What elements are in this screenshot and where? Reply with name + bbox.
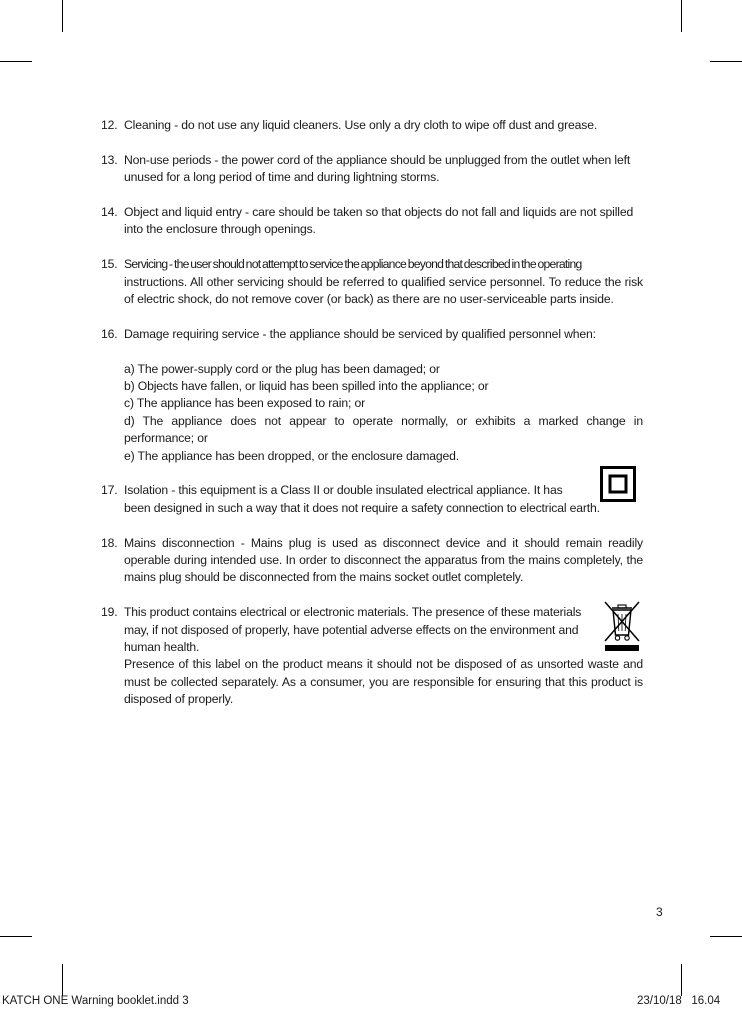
item-number: 15. xyxy=(101,257,118,272)
crop-mark-bottom-left-horizontal xyxy=(0,936,32,937)
class-ii-double-insulation-icon xyxy=(600,466,636,502)
crop-mark-bottom-right-horizontal xyxy=(710,936,742,937)
item-text-first-line: Servicing - the user should not attempt to service the appliance beyond that described in the operating xyxy=(124,257,582,272)
instruction-item-16 xyxy=(101,326,643,465)
sub-item-c: c) The appliance has been exposed to rain; or xyxy=(124,396,365,411)
item-text-first-line: Isolation - this equipment is a Class II or double insulated electrical appliance. It has xyxy=(124,483,563,498)
instruction-item-14 xyxy=(101,204,643,239)
item-text-line-1: This product contains electrical or electronic materials. The presence of these materials xyxy=(124,605,582,620)
footer-file-name: KATCH ONE Warning booklet.indd 3 xyxy=(2,995,189,1007)
safety-instructions xyxy=(101,117,643,726)
crop-mark-top-left-horizontal xyxy=(0,61,32,62)
sub-list xyxy=(124,361,643,465)
item-text-line-2: may, if not disposed of properly, have potential adverse effects on the environment and xyxy=(124,622,579,637)
item-text: Object and liquid entry - care should be taken so that objects do not fall and liquids are not spilled into the enclosure through openings. xyxy=(124,205,634,237)
item-text-line-3: human health. xyxy=(124,640,200,655)
item-text: Damage requiring service - the appliance should be serviced by qualified personnel when: xyxy=(124,326,596,341)
crop-mark-top-left-vertical xyxy=(62,0,63,32)
sub-item-e: e) The appliance has been dropped, or the enclosure damaged. xyxy=(124,448,459,463)
item-number: 17. xyxy=(101,483,118,498)
crop-mark-bottom-left-vertical xyxy=(62,964,63,996)
item-number: 12. xyxy=(101,118,118,132)
item-text: been designed in such a way that it does not require a safety connection to electrical earth. xyxy=(124,500,600,515)
item-number: 14. xyxy=(101,205,118,219)
sub-item-d: d) The appliance does not appear to operate normally, or exhibits a marked change in performance; or xyxy=(124,413,643,446)
sub-item-a: a) The power-supply cord or the plug has been damaged; or xyxy=(124,361,440,376)
instruction-item-19 xyxy=(101,604,643,708)
crop-mark-top-right-horizontal xyxy=(710,61,742,62)
instruction-item-18 xyxy=(101,535,643,587)
item-number: 16. xyxy=(101,326,118,341)
instruction-item-12 xyxy=(101,117,643,134)
item-number: 18. xyxy=(101,535,118,550)
instruction-item-13 xyxy=(101,152,643,187)
page-number: 3 xyxy=(656,905,663,919)
item-text: instructions. All other servicing should be referred to qualified service personnel. To reduce the risk of electric shock, do not remove cover (or back) as there are no user-serviceable parts inside. xyxy=(124,274,643,307)
item-number: 19. xyxy=(101,605,118,620)
sub-item-b: b) Objects have fallen, or liquid has been spilled into the appliance; or xyxy=(124,379,489,394)
item-text: Presence of this label on the product means it should not be disposed of as unsorted waste and must be collected separately. As a consumer, you are responsible for ensuring that this product is disposed of properly. xyxy=(124,657,643,707)
footer-date-time: 23/10/18 16.04 xyxy=(637,995,721,1007)
crop-mark-bottom-right-vertical xyxy=(681,964,682,996)
crop-mark-top-right-vertical xyxy=(681,0,682,32)
crossed-out-wheelie-bin-icon xyxy=(601,600,643,656)
item-text: Non-use periods - the power cord of the appliance should be unplugged from the outlet when left unused for a long period of time and during lightning storms. xyxy=(124,152,631,185)
instruction-item-15 xyxy=(101,256,643,308)
item-number: 13. xyxy=(101,152,118,167)
item-text: Mains disconnection - Mains plug is used as disconnect device and it should remain readily operable during intended use. In order to disconnect the apparatus from the mains completely, the mains plug should be disconnected from the mains socket outlet completely. xyxy=(124,535,643,585)
instruction-item-17 xyxy=(101,482,643,517)
item-text: Cleaning - do not use any liquid cleaners. Use only a dry cloth to wipe off dust and grease. xyxy=(124,118,598,132)
